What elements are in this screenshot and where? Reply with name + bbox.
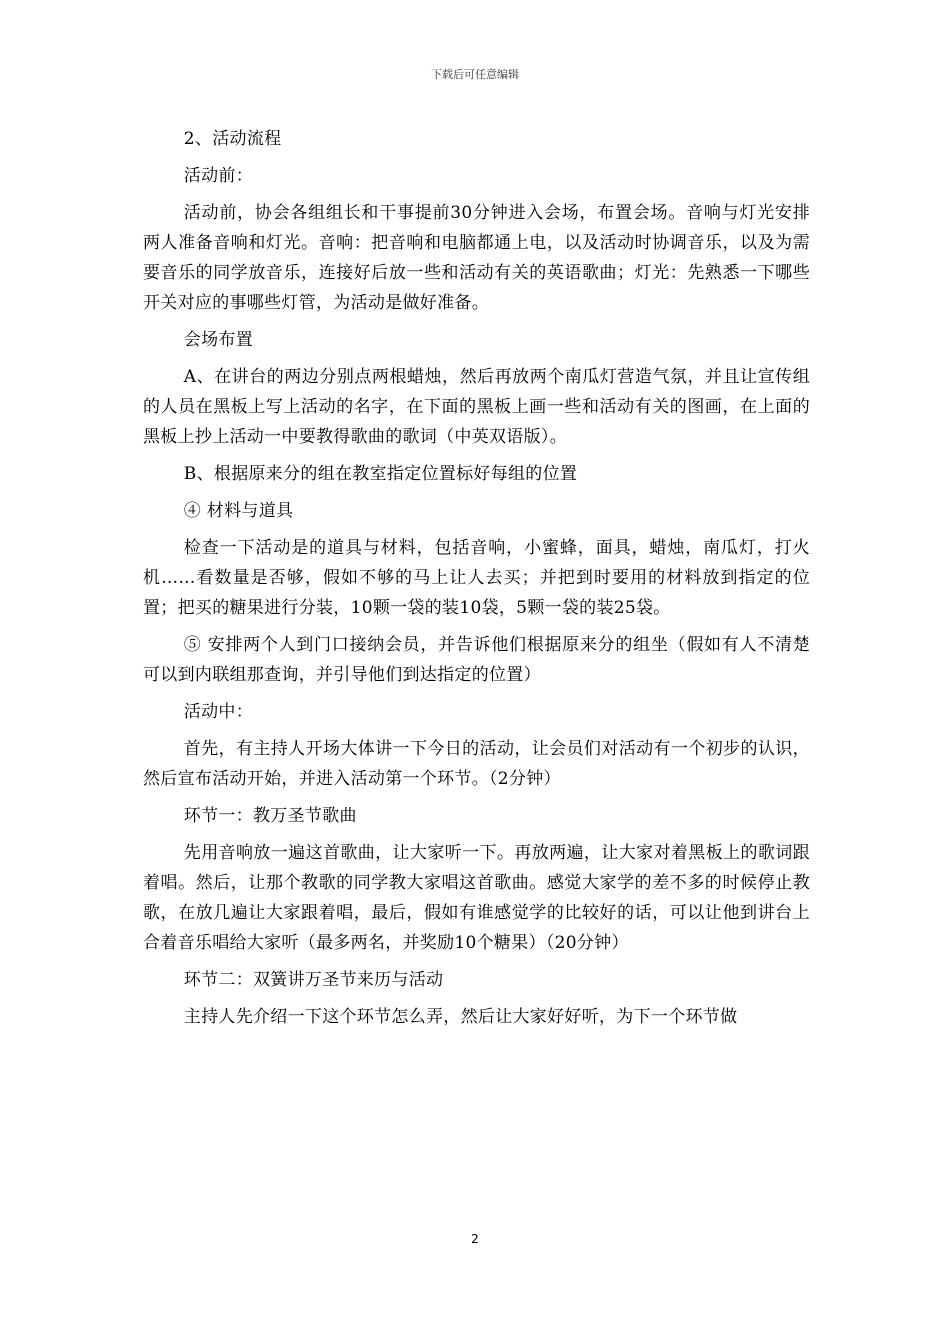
- paragraph-opening: 首先，有主持人开场大体讲一下今日的活动，让会员们对活动有一个初步的认识，然后宣布活动开始，并进入活动第一个环节。（2分钟）: [143, 739, 810, 789]
- subheading-segment-one: 环节一：教万圣节歌曲: [183, 806, 357, 826]
- subheading-venue-layout: 会场布置: [183, 330, 253, 350]
- subheading-materials: ④ 材料与道具: [183, 501, 294, 521]
- paragraph-segment-two: 主持人先介绍一下这个环节怎么弄，然后让大家好好听，为下一个环节做: [183, 1007, 738, 1027]
- subheading-during-activity: 活动中：: [183, 702, 253, 722]
- page-header: 下载后可任意编辑: [431, 68, 519, 81]
- subheading-before-activity: 活动前：: [183, 166, 253, 186]
- paragraph-segment-one: 先用音响放一遍这首歌曲，让大家听一下。再放两遍，让大家对着黑板上的歌词跟着唱。然后，让那个教歌的同学教大家唱这首歌曲。感觉大家学的差不多的时候停止教歌，在放几遍让大家跟着唱，最后，假如有谁感觉学的比较好的话，可以让他到讲台上合着音乐唱给大家听（最多两名，并奖励10个糖果）（20分钟）: [143, 843, 810, 953]
- paragraph-reception: ⑤ 安排两个人到门口接纳会员，并告诉他们根据原来分的组坐（假如有人不清楚可以到内联组那查询，并引导他们到达指定的位置）: [143, 635, 810, 685]
- document-body: [143, 124, 810, 1039]
- paragraph-preparation: 活动前，协会各组组长和干事提前30分钟进入会场，布置会场。音响与灯光安排两人准备音响和灯光。音响：把音响和电脑都通上电，以及活动时协调音乐，以及为需要音乐的同学放音乐，连接好后放一些和活动有关的英语歌曲；灯光：先熟悉一下哪些开关对应的事哪些灯管，为活动是做好准备。: [143, 203, 810, 313]
- subheading-segment-two: 环节二：双簧讲万圣节来历与活动: [183, 970, 444, 990]
- paragraph-venue-a: A、在讲台的两边分别点两根蜡烛，然后再放两个南瓜灯营造气氛，并且让宣传组的人员在黑板上写上活动的名字，在下面的黑板上画一些和活动有关的图画，在上面的黑板上抄上活动一中要教得歌曲的歌词（中英双语版）。: [143, 367, 810, 447]
- paragraph-materials: 检查一下活动是的道具与材料，包括音响，小蜜蜂，面具，蜡烛，南瓜灯，打火机……看数量是否够，假如不够的马上让人去买；并把到时要用的材料放到指定的位置；把买的糖果进行分装，10颗一袋的装10袋，5颗一袋的装25袋。: [143, 538, 810, 618]
- page-number: 2: [471, 1232, 479, 1246]
- paragraph-venue-b: B、根据原来分的组在教室指定位置标好每组的位置: [183, 464, 578, 484]
- section-heading-process: 2、活动流程: [183, 129, 282, 149]
